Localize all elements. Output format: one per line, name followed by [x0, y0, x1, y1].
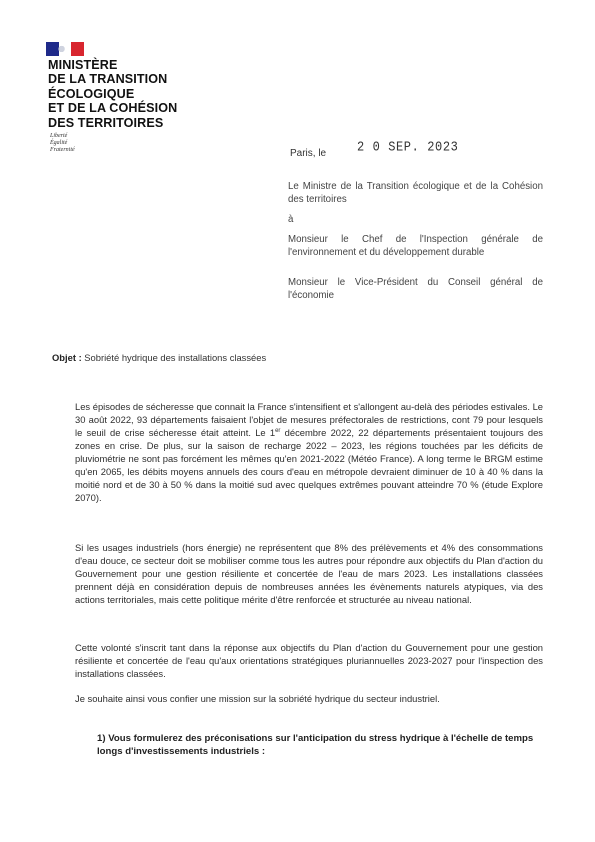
ministry-line: ET DE LA COHÉSION	[48, 101, 178, 116]
objet-label: Objet :	[52, 352, 82, 363]
flag-red-band	[71, 42, 84, 56]
marianne-logo	[46, 42, 84, 56]
ministry-line: ÉCOLOGIQUE	[48, 86, 135, 101]
motto-liberte: Liberté	[50, 133, 68, 139]
paragraph-1-part-a: Les épisodes de sécheresse que connait la France s'intensifient et s'allongent au-delà des périodes estivales. Le 30 août 2022, 93 départements faisaient l'objet de mesures préfectorales de restrictions, cont 79 pour lesquels le seuil de crise sécheresse était atteint. Le 1	[75, 401, 543, 439]
date-stamp: 2 0 SEP. 2023	[357, 138, 459, 156]
paragraph-1-part-b: décembre 2022, 22 départements présentaient toujours des zones en crise. De plus, sur la saison de recharge 2022 – 2023, les régions touchées par les déficits de pluviométrie ne sont pas forcément les mêmes qu'en 2021-2022 (Météo France). A long terme le BRGM estime qu'en 2065, les débits moyens annuels des cours d'eau en métropole devraient diminuer de 10 à 40 % dans la moitié nord et de 30 à 50 % dans la moitié sud avec quelques extrêmes pouvant atteindre 70 % (étude Explore 2070).	[75, 427, 543, 504]
motto-egalite: Égalité	[50, 140, 68, 147]
paragraph-3: Cette volonté s'inscrit tant dans la réponse aux objectifs du Plan d'action du Gouvernement pour une gestion résiliente et concertée de l'eau qu'aux orientations stratégiques pluriannuelles 2023-2027 pour l'inspection des installations classées.	[75, 642, 543, 680]
objet-line	[52, 352, 266, 363]
marianne-profile-icon	[55, 44, 66, 55]
motto-fraternite: Fraternité	[50, 147, 75, 154]
ministry-line: DES TERRITOIRES	[48, 115, 164, 130]
ministry-line: DE LA TRANSITION	[48, 72, 168, 87]
paragraph-2: Si les usages industriels (hors énergie) ne représentent que 8% des prélèvements et 4% des consommations d'eau douce, ce secteur doit se mobiliser comme tous les autres pour répondre aux objectifs du Plan d'action du Gouvernement pour une gestion résiliente et concertée de l'eau de mars 2023. Les installations classées prennent déjà en considération depuis de nombreuses années les évènements naturels atypiques, via des actions territoriales, mais cette politique mérite d'être renforcée et structurée au niveau national.	[75, 542, 543, 606]
paragraph-1	[75, 400, 543, 504]
objet-text: Sobriété hydrique des installations classées	[81, 352, 267, 363]
republic-motto	[50, 133, 75, 155]
ministry-name	[48, 58, 248, 130]
paragraph-1-sup: er	[275, 427, 281, 434]
recipient-1: Monsieur le Chef de l'Inspection générale de l'environnement et du développement durable	[288, 234, 543, 259]
ministry-line: MINISTÈRE	[48, 58, 118, 72]
to-word: à	[288, 214, 294, 225]
date-place: Paris, le	[290, 148, 327, 159]
question-1: 1) Vous formulerez des préconisations sur l'anticipation du stress hydrique à l'échelle de temps longs d'investissements industriels :	[97, 733, 534, 758]
paragraph-4: Je souhaite ainsi vous confier une mission sur la sobriété hydrique du secteur industriel.	[75, 693, 440, 704]
recipient-2: Monsieur le Vice-Président du Conseil général de l'économie	[288, 277, 543, 302]
sender: Le Ministre de la Transition écologique et de la Cohésion des territoires	[288, 181, 543, 206]
